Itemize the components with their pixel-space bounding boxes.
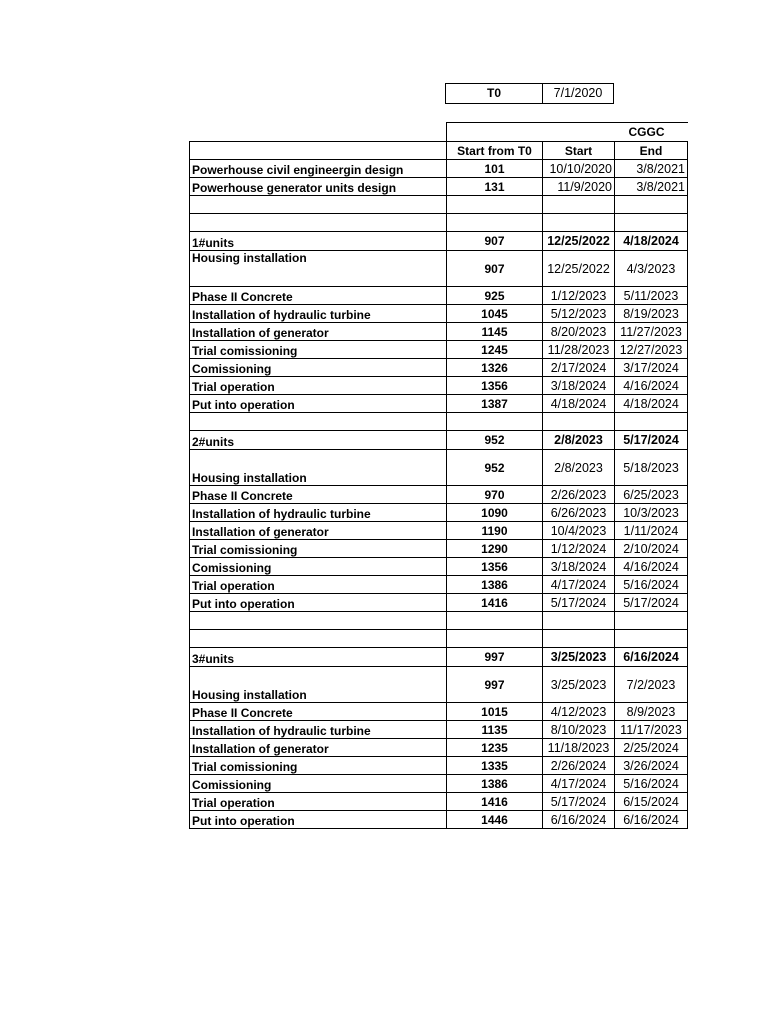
end-date-cell[interactable]: 4/16/2024 (615, 377, 688, 395)
task-name-cell[interactable]: Trial comissioning (190, 341, 447, 359)
start-from-t0-cell[interactable]: 1290 (447, 540, 543, 558)
end-date-cell[interactable]: 3/17/2024 (615, 359, 688, 377)
start-from-t0-cell[interactable]: 1386 (447, 576, 543, 594)
end-date-cell[interactable]: 6/16/2024 (615, 648, 688, 667)
start-from-t0-cell[interactable]: 1356 (447, 558, 543, 576)
end-date-cell[interactable]: 6/15/2024 (615, 793, 688, 811)
start-date-cell[interactable]: 11/18/2023 (543, 739, 615, 757)
start-from-t0-cell[interactable]: 1356 (447, 377, 543, 395)
table-row (190, 522, 688, 540)
end-date-cell[interactable]: 8/9/2023 (615, 703, 688, 721)
start-date-cell[interactable]: 2/17/2024 (543, 359, 615, 377)
table-row (190, 703, 688, 721)
col-header-start[interactable]: Start (543, 142, 615, 160)
task-name-cell[interactable]: Installation of hydraulic turbine (190, 305, 447, 323)
start-from-t0-cell[interactable]: 1446 (447, 811, 543, 829)
blank-row (190, 413, 688, 431)
start-date-cell[interactable]: 2/8/2023 (543, 450, 615, 486)
table-row (190, 486, 688, 504)
blank-cell[interactable] (615, 413, 688, 431)
task-name-cell[interactable]: Trial operation (190, 576, 447, 594)
end-date-cell[interactable]: 6/25/2023 (615, 486, 688, 504)
start-from-t0-cell[interactable]: 131 (447, 178, 543, 196)
start-date-cell[interactable]: 4/18/2024 (543, 395, 615, 413)
task-name-cell[interactable]: Trial comissioning (190, 757, 447, 775)
blank-row (190, 612, 688, 630)
start-date-cell[interactable]: 4/17/2024 (543, 576, 615, 594)
col-header-start-from-t0[interactable]: Start from T0 (447, 142, 543, 160)
start-date-cell[interactable]: 3/25/2023 (543, 667, 615, 703)
start-date-cell[interactable]: 6/16/2024 (543, 811, 615, 829)
start-date-cell[interactable]: 2/8/2023 (543, 431, 615, 450)
end-date-cell[interactable]: 3/26/2024 (615, 757, 688, 775)
task-name-cell[interactable]: Installation of hydraulic turbine (190, 504, 447, 522)
table-row (190, 811, 688, 829)
start-from-t0-cell[interactable]: 907 (447, 251, 543, 287)
task-name-cell[interactable]: Put into operation (190, 395, 447, 413)
blank-cell[interactable] (615, 196, 688, 214)
t0-date[interactable]: 7/1/2020 (553, 86, 603, 100)
end-date-cell[interactable]: 5/16/2024 (615, 775, 688, 793)
blank-cell[interactable] (447, 214, 543, 232)
table-row (190, 739, 688, 757)
table-row (190, 178, 688, 196)
start-from-t0-cell[interactable]: 1190 (447, 522, 543, 540)
task-name-cell[interactable]: Put into operation (190, 594, 447, 612)
blank-cell[interactable] (190, 196, 447, 214)
end-date-cell[interactable]: 7/2/2023 (615, 667, 688, 703)
end-date-cell[interactable]: 5/18/2023 (615, 450, 688, 486)
table-row (190, 793, 688, 811)
blank-cell[interactable] (543, 196, 615, 214)
end-date-cell[interactable]: 5/17/2024 (615, 594, 688, 612)
end-date-cell[interactable]: 10/3/2023 (615, 504, 688, 522)
table-row (190, 667, 688, 703)
end-date-cell[interactable]: 5/17/2024 (615, 431, 688, 450)
task-name-cell[interactable]: Comissioning (190, 775, 447, 793)
start-date-cell[interactable]: 6/26/2023 (543, 504, 615, 522)
start-from-t0-cell[interactable]: 997 (447, 667, 543, 703)
table-row (190, 359, 688, 377)
start-date-cell[interactable]: 3/18/2024 (543, 377, 615, 395)
blank-cell[interactable] (190, 630, 447, 648)
task-name-cell[interactable]: Put into operation (190, 811, 447, 829)
blank-cell[interactable] (615, 630, 688, 648)
start-date-cell[interactable]: 10/4/2023 (543, 522, 615, 540)
t0-reference-box (445, 83, 614, 104)
task-name-cell[interactable]: Trial operation (190, 377, 447, 395)
table-row (190, 540, 688, 558)
start-date-cell[interactable]: 5/12/2023 (543, 305, 615, 323)
task-name-cell[interactable]: Installation of generator (190, 522, 447, 540)
task-name-cell[interactable]: 1#units (190, 232, 447, 251)
start-from-t0-cell[interactable]: 101 (447, 160, 543, 178)
start-date-cell[interactable]: 5/17/2024 (543, 594, 615, 612)
col-header-end[interactable]: End (615, 142, 688, 160)
start-date-cell[interactable]: 8/20/2023 (543, 323, 615, 341)
blank-cell[interactable] (615, 612, 688, 630)
task-name-cell[interactable]: Installation of generator (190, 323, 447, 341)
table-row (190, 594, 688, 612)
table-row (190, 287, 688, 305)
start-from-t0-cell[interactable]: 1326 (447, 359, 543, 377)
t0-label[interactable]: T0 (446, 84, 543, 103)
end-date-cell[interactable]: 2/10/2024 (615, 540, 688, 558)
blank-cell[interactable] (615, 214, 688, 232)
table-row (190, 160, 688, 178)
schedule-table (189, 122, 688, 829)
blank-cell[interactable] (447, 612, 543, 630)
start-from-t0-cell[interactable]: 1015 (447, 703, 543, 721)
group-header-cggc[interactable]: CGGC (615, 123, 688, 142)
start-from-t0-cell[interactable]: 1090 (447, 504, 543, 522)
end-date-cell[interactable]: 6/16/2024 (615, 811, 688, 829)
start-date-cell[interactable]: 2/26/2024 (543, 757, 615, 775)
table-row (190, 721, 688, 739)
task-name-cell[interactable]: Housing installation (190, 667, 447, 703)
blank-row (190, 196, 688, 214)
blank-cell[interactable] (447, 630, 543, 648)
blank-cell[interactable] (190, 214, 447, 232)
start-from-t0-cell[interactable]: 1135 (447, 721, 543, 739)
end-date-cell[interactable]: 3/8/2021 (615, 160, 688, 178)
start-date-cell[interactable]: 3/25/2023 (543, 648, 615, 667)
task-name-cell[interactable]: Powerhouse generator units design (190, 178, 447, 196)
start-date-cell[interactable]: 12/25/2022 (543, 232, 615, 251)
table-row (190, 558, 688, 576)
end-date-cell[interactable]: 11/27/2023 (615, 323, 688, 341)
end-date-cell[interactable]: 4/3/2023 (615, 251, 688, 287)
task-name-cell[interactable]: Phase II Concrete (190, 287, 447, 305)
blank-cell[interactable] (543, 612, 615, 630)
start-date-cell[interactable]: 11/9/2020 (543, 178, 615, 196)
start-from-t0-cell[interactable]: 1235 (447, 739, 543, 757)
start-from-t0-cell[interactable]: 970 (447, 486, 543, 504)
table-row (190, 775, 688, 793)
task-name-cell[interactable]: Housing installation (190, 251, 447, 287)
table-row (190, 504, 688, 522)
end-date-cell[interactable]: 8/19/2023 (615, 305, 688, 323)
blank-cell[interactable] (190, 413, 447, 431)
start-date-cell[interactable]: 1/12/2023 (543, 287, 615, 305)
start-from-t0-cell[interactable]: 1245 (447, 341, 543, 359)
end-date-cell[interactable]: 4/18/2024 (615, 232, 688, 251)
start-from-t0-cell[interactable]: 925 (447, 287, 543, 305)
start-from-t0-cell[interactable]: 1386 (447, 775, 543, 793)
table-row (190, 450, 688, 486)
start-from-t0-cell[interactable]: 952 (447, 431, 543, 450)
group-header-row (190, 123, 688, 142)
task-name-cell[interactable]: 2#units (190, 431, 447, 450)
task-name-cell[interactable]: Comissioning (190, 359, 447, 377)
task-name-cell[interactable]: Phase II Concrete (190, 486, 447, 504)
table-row (190, 576, 688, 594)
blank-cell[interactable] (447, 196, 543, 214)
task-name-cell[interactable]: 3#units (190, 648, 447, 667)
blank-row (190, 630, 688, 648)
blank-cell[interactable] (543, 413, 615, 431)
start-date-cell[interactable]: 4/17/2024 (543, 775, 615, 793)
end-date-cell[interactable]: 1/11/2024 (615, 522, 688, 540)
table-row (190, 341, 688, 359)
start-from-t0-cell[interactable]: 907 (447, 232, 543, 251)
end-date-cell[interactable]: 4/16/2024 (615, 558, 688, 576)
end-date-cell[interactable]: 11/17/2023 (615, 721, 688, 739)
end-date-cell[interactable]: 5/11/2023 (615, 287, 688, 305)
start-date-cell[interactable]: 4/12/2023 (543, 703, 615, 721)
end-date-cell[interactable]: 5/16/2024 (615, 576, 688, 594)
start-from-t0-cell[interactable]: 1045 (447, 305, 543, 323)
unit-summary-row (190, 648, 688, 667)
start-date-cell[interactable]: 12/25/2022 (543, 251, 615, 287)
start-date-cell[interactable]: 10/10/2020 (543, 160, 615, 178)
task-name-cell[interactable]: Installation of hydraulic turbine (190, 721, 447, 739)
table-row (190, 323, 688, 341)
unit-summary-row (190, 232, 688, 251)
start-date-cell[interactable]: 8/10/2023 (543, 721, 615, 739)
table-row (190, 757, 688, 775)
end-date-cell[interactable]: 2/25/2024 (615, 739, 688, 757)
start-from-t0-cell[interactable]: 1387 (447, 395, 543, 413)
start-date-cell[interactable]: 5/17/2024 (543, 793, 615, 811)
start-from-t0-cell[interactable]: 1335 (447, 757, 543, 775)
start-date-cell[interactable]: 11/28/2023 (543, 341, 615, 359)
table-row (190, 251, 688, 287)
start-from-t0-cell[interactable]: 1416 (447, 594, 543, 612)
blank-cell[interactable] (543, 214, 615, 232)
start-from-t0-cell[interactable]: 952 (447, 450, 543, 486)
blank-row (190, 214, 688, 232)
start-date-cell[interactable]: 2/26/2023 (543, 486, 615, 504)
column-header-row (190, 142, 688, 160)
task-name-cell[interactable]: Trial comissioning (190, 540, 447, 558)
start-from-t0-cell[interactable]: 1145 (447, 323, 543, 341)
blank-cell[interactable] (190, 612, 447, 630)
blank-cell[interactable] (543, 630, 615, 648)
table-row (190, 305, 688, 323)
task-name-cell[interactable]: Housing installation (190, 450, 447, 486)
task-name-cell[interactable]: Trial operation (190, 793, 447, 811)
table-row (190, 395, 688, 413)
start-from-t0-cell[interactable]: 1416 (447, 793, 543, 811)
start-date-cell[interactable]: 3/18/2024 (543, 558, 615, 576)
task-name-cell[interactable]: Comissioning (190, 558, 447, 576)
unit-summary-row (190, 431, 688, 450)
end-date-cell[interactable]: 4/18/2024 (615, 395, 688, 413)
task-name-cell[interactable]: Phase II Concrete (190, 703, 447, 721)
table-row (190, 377, 688, 395)
start-date-cell[interactable]: 1/12/2024 (543, 540, 615, 558)
task-name-cell[interactable]: Installation of generator (190, 739, 447, 757)
task-name-cell[interactable]: Powerhouse civil engineergin design (190, 160, 447, 178)
end-date-cell[interactable]: 12/27/2023 (615, 341, 688, 359)
start-from-t0-cell[interactable]: 997 (447, 648, 543, 667)
end-date-cell[interactable]: 3/8/2021 (615, 178, 688, 196)
blank-cell[interactable] (447, 413, 543, 431)
